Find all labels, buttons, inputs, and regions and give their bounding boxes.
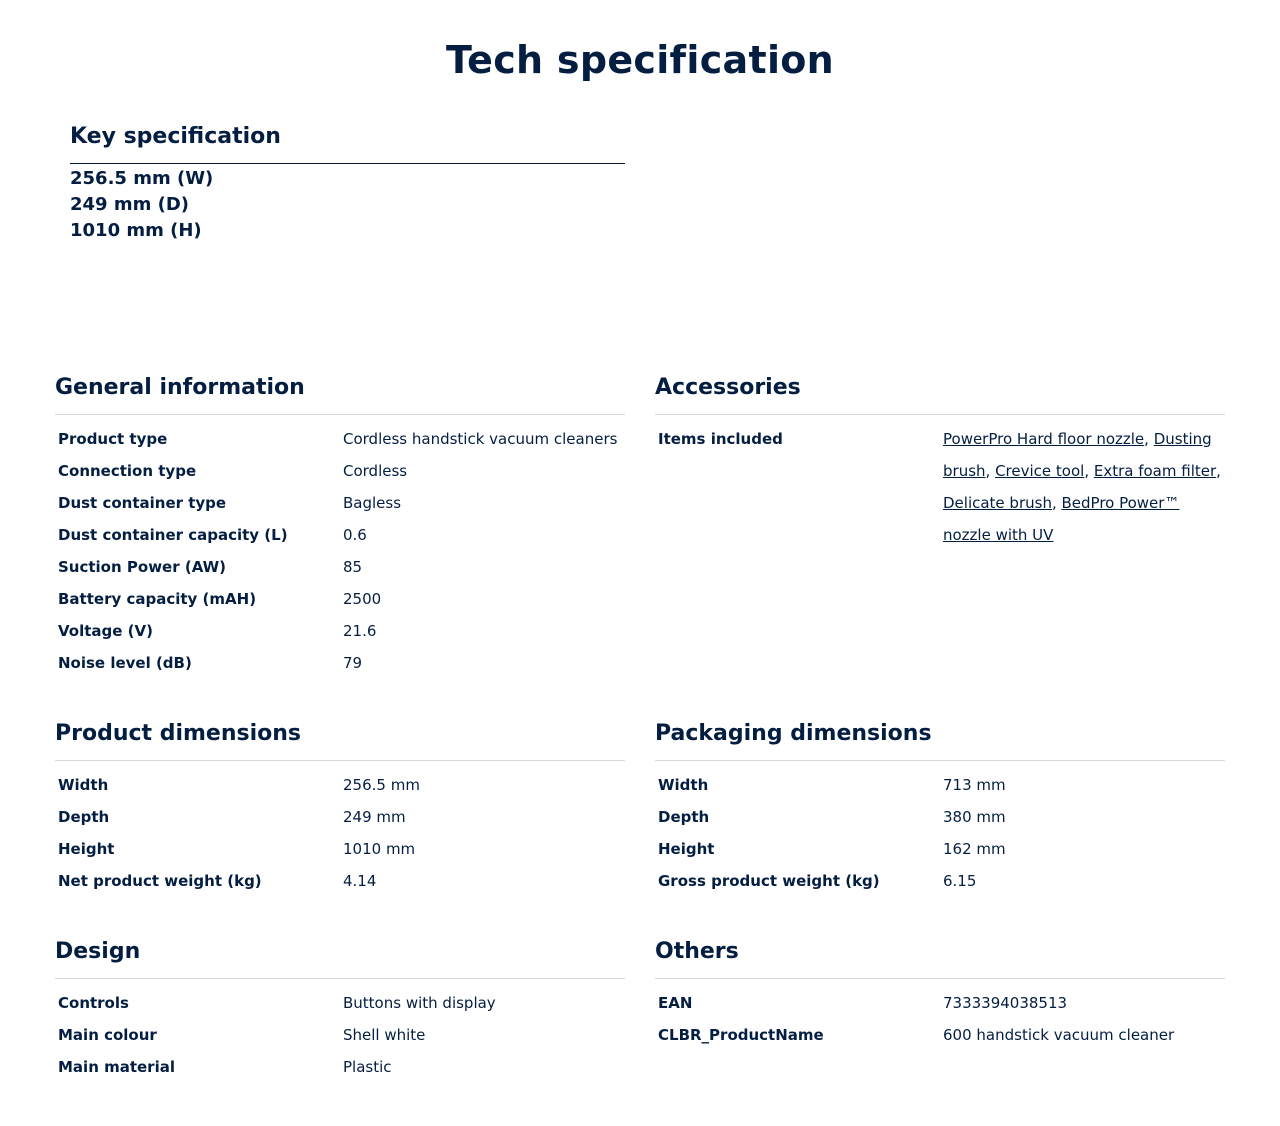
spec-value: Shell white (343, 1026, 426, 1044)
design-section (55, 938, 625, 1083)
product-dimensions-section (55, 720, 625, 897)
table-row (55, 455, 625, 487)
spec-value: 4.14 (343, 872, 377, 890)
section-title: Accessories (655, 374, 1225, 415)
spec-table (55, 769, 625, 897)
key-spec-height: 1010 mm (H) (70, 220, 202, 241)
accessory-link[interactable]: BedPro Power™ nozzle with UV (943, 494, 1180, 544)
spec-table (55, 423, 625, 679)
spec-label: Items included (658, 430, 783, 448)
key-spec-width: 256.5 mm (W) (70, 168, 214, 189)
spec-value: 7333394038513 (943, 994, 1068, 1012)
spec-label: Voltage (V) (58, 622, 153, 640)
spec-label: Width (658, 776, 709, 794)
spec-label: Height (58, 840, 115, 858)
table-row (655, 801, 1225, 833)
accessory-link[interactable]: Extra foam filter (1093, 462, 1217, 480)
table-row (55, 987, 625, 1019)
accessories-section (655, 374, 1225, 551)
packaging-dimensions-section (655, 720, 1225, 897)
spec-value: Cordless handstick vacuum cleaners (343, 430, 618, 448)
spec-value: 256.5 mm (343, 776, 420, 794)
spec-label: Height (658, 840, 715, 858)
spec-label: Suction Power (AW) (58, 558, 227, 576)
table-row (55, 423, 625, 455)
spec-table (655, 769, 1225, 897)
table-row (55, 647, 625, 679)
section-title: Design (55, 938, 625, 979)
table-row (55, 519, 625, 551)
spec-value: 249 mm (343, 808, 406, 826)
spec-value: Bagless (343, 494, 402, 512)
table-row (55, 615, 625, 647)
spec-label: Depth (58, 808, 110, 826)
spec-value: 85 (343, 558, 363, 576)
table-row (655, 769, 1225, 801)
table-row (55, 769, 625, 801)
spec-table (55, 987, 625, 1083)
section-title: Others (655, 938, 1225, 979)
table-row (55, 551, 625, 583)
section-title: General information (55, 374, 625, 415)
accessory-link[interactable]: Crevice tool (995, 462, 1085, 480)
spec-value: Buttons with display (343, 994, 496, 1012)
spec-value: 1010 mm (343, 840, 416, 858)
accessories-links: PowerPro Hard floor nozzle, Dusting brush, Crevice tool, Extra foam filter, Delicate brush, BedPro Power™ nozzle with UV (943, 430, 1221, 544)
key-specification-title: Key specification (70, 124, 625, 164)
spec-value: 79 (343, 654, 363, 672)
accessory-link[interactable]: PowerPro Hard floor nozzle (943, 430, 1145, 448)
spec-value: 6.15 (943, 872, 977, 890)
accessory-link[interactable]: Delicate brush (943, 494, 1052, 512)
spec-label: Dust container type (58, 494, 227, 512)
spec-label: Net product weight (kg) (58, 872, 262, 890)
spec-label: CLBR_ProductName (658, 1026, 824, 1044)
table-row (55, 1019, 625, 1051)
spec-label: Battery capacity (mAH) (58, 590, 257, 608)
key-spec-depth: 249 mm (D) (70, 194, 190, 215)
table-row (655, 865, 1225, 897)
key-specification (70, 124, 625, 244)
spec-label: Width (58, 776, 109, 794)
table-row (55, 487, 625, 519)
spec-value: 0.6 (343, 526, 367, 544)
table-row (655, 423, 1225, 551)
table-row (55, 583, 625, 615)
page-title: Tech specification (445, 38, 835, 82)
spec-table (655, 423, 1225, 551)
spec-label: Noise level (dB) (58, 654, 192, 672)
spec-label: Dust container capacity (L) (58, 526, 288, 544)
table-row (55, 833, 625, 865)
spec-table (655, 987, 1225, 1051)
spec-label: EAN (658, 994, 693, 1012)
others-section (655, 938, 1225, 1051)
spec-value: 713 mm (943, 776, 1006, 794)
spec-label: Product type (58, 430, 168, 448)
spec-label: Gross product weight (kg) (658, 872, 880, 890)
spec-value: 380 mm (943, 808, 1006, 826)
table-row (655, 1019, 1225, 1051)
key-specification-list (70, 164, 625, 244)
spec-label: Depth (658, 808, 710, 826)
spec-value: 600 handstick vacuum cleaner (943, 1026, 1175, 1044)
table-row (55, 865, 625, 897)
accessory-link[interactable]: Dusting brush (943, 430, 1212, 480)
spec-value: 2500 (343, 590, 382, 608)
table-row (655, 987, 1225, 1019)
section-title: Product dimensions (55, 720, 625, 761)
spec-label: Connection type (58, 462, 197, 480)
spec-value: Plastic (343, 1058, 392, 1076)
table-row (655, 833, 1225, 865)
spec-value: 21.6 (343, 622, 377, 640)
spec-value: Cordless (343, 462, 408, 480)
table-row (55, 1051, 625, 1083)
spec-label: Main colour (58, 1026, 157, 1044)
spec-label: Controls (58, 994, 129, 1012)
section-title: Packaging dimensions (655, 720, 1225, 761)
spec-value: 162 mm (943, 840, 1006, 858)
table-row (55, 801, 625, 833)
spec-label: Main material (58, 1058, 175, 1076)
general-information-section (55, 374, 625, 679)
